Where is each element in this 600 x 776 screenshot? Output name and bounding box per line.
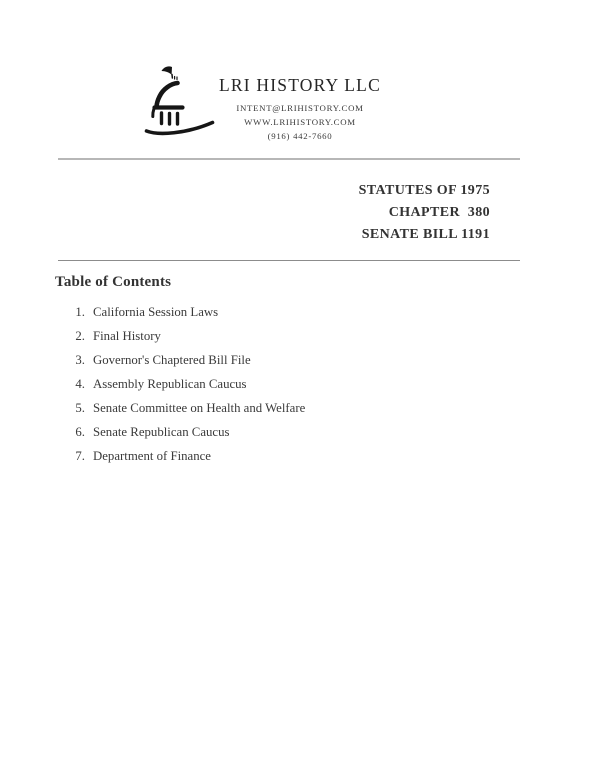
- toc-item: [58, 425, 305, 439]
- toc-item-label: Governor's Chaptered Bill File: [93, 353, 251, 367]
- company-name: LRI HISTORY LLC: [219, 75, 381, 95]
- toc-item-number: 7.: [75, 449, 85, 463]
- toc-item: [58, 305, 305, 319]
- toc-item-number: 5.: [75, 401, 85, 415]
- statutes-line: STATUTES OF 1975: [358, 183, 490, 198]
- toc-item: [58, 329, 305, 343]
- toc-list: [58, 305, 305, 473]
- toc-item-number: 6.: [75, 425, 85, 439]
- company-email: INTENT@LRIHISTORY.COM: [236, 103, 364, 113]
- toc-title: Table of Contents: [55, 274, 172, 290]
- company-website: WWW.LRIHISTORY.COM: [244, 117, 356, 127]
- divider-top: [58, 158, 520, 160]
- divider-bottom: [58, 260, 520, 261]
- company-phone: (916) 442-7660: [267, 131, 333, 141]
- toc-item-label: Senate Republican Caucus: [93, 425, 230, 439]
- toc-item-number: 2.: [75, 329, 85, 343]
- toc-item-number: 4.: [75, 377, 85, 391]
- toc-item-label: Department of Finance: [93, 449, 211, 463]
- toc-item: [58, 449, 305, 463]
- toc-item: [58, 377, 305, 391]
- toc-item-label: California Session Laws: [93, 305, 219, 319]
- toc-item-number: 3.: [75, 353, 85, 367]
- toc-item-label: Assembly Republican Caucus: [93, 377, 247, 391]
- toc-item: [58, 401, 305, 415]
- bill-reference-block: [359, 180, 490, 246]
- toc-item: [58, 353, 305, 367]
- toc-item-label: Final History: [93, 329, 161, 343]
- toc-item-number: 1.: [75, 305, 85, 319]
- toc-item-label: Senate Committee on Health and Welfare: [93, 401, 306, 415]
- letterhead: [0, 76, 600, 143]
- senate-bill-line: SENATE BILL 1191: [361, 227, 490, 242]
- chapter-line: CHAPTER 380: [388, 205, 490, 220]
